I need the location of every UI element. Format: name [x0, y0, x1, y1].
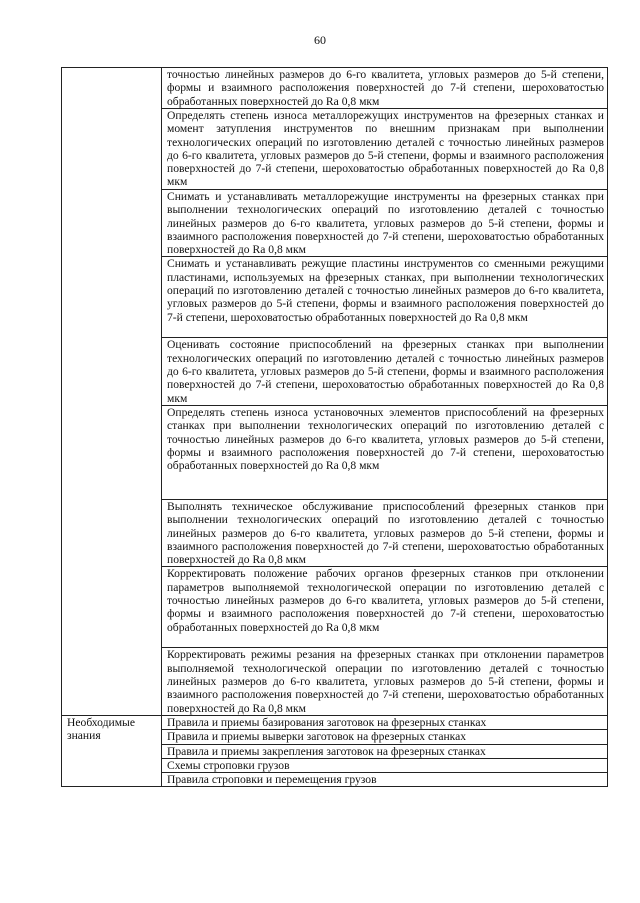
skill-cell: Определять степень износа металлорежущих инструментов на фрезерных станках и момент затупления инструментов по внешним признакам при выполнении технологических операций по изготовлению деталей с точностью линейных размеров до 6-го квалитета, угловых размеров до 5-й степени, формы и взаимного расположения поверхностей до 7-й степени, шероховатостью обработанных поверхностей до Ra 0,8 мкм [162, 109, 608, 190]
knowledge-cell: Правила и приемы выверки заготовок на фрезерных станках [162, 730, 608, 744]
knowledge-cell: Правила строповки и перемещения грузов [162, 773, 608, 787]
skill-cell: Снимать и устанавливать металлорежущие инструменты на фрезерных станках при выполнении технологических операций по изготовлению деталей с точностью линейных размеров до 6-го квалитета, угловых размеров до 5-й степени, формы и взаимного расположения поверхностей до 7-й степени, шероховатостью обработанных поверхностей до Ra 0,8 мкм [162, 190, 608, 257]
skill-cell: Снимать и устанавливать режущие пластины инструментов со сменными режущими пластинами, используемых на фрезерных станках, при выполнении технологических операций по изготовлению деталей с точностью линейных размеров до 6-го квалитета, угловых размеров до 5-й степени, формы и взаимного расположения поверхностей до 7-й степени, шероховатостью обработанных поверхностей до Ra 0,8 мкм [162, 257, 608, 338]
skills-label-cell [62, 68, 162, 716]
skill-cell: Корректировать режимы резания на фрезерных станках при отклонении параметров выполняемой технологической операции по изготовлению деталей с точностью линейных размеров до 6-го квалитета, угловых размеров до 5-й степени, формы и взаимного расположения поверхностей до 7-й степени, шероховатостью обработанных поверхностей до Ra 0,8 мкм [162, 648, 608, 715]
knowledge-label-cell: Необходимые знания [62, 715, 162, 786]
skill-cell: Выполнять техническое обслуживание приспособлений фрезерных станков при выполнении технологических операций по изготовлению деталей с точностью линейных размеров до 6-го квалитета, угловых размеров до 5-й степени, формы и взаимного расположения поверхностей до 7-й степени, шероховатостью обработанных поверхностей до Ra 0,8 мкм [162, 499, 608, 566]
table-row [62, 715, 608, 729]
knowledge-cell: Правила и приемы базирования заготовок на фрезерных станках [162, 715, 608, 729]
skill-cell: Оценивать состояние приспособлений на фрезерных станках при выполнении технологических операций по изготовлению деталей с точностью линейных размеров до 6-го квалитета, угловых размеров до 5-й степени, формы и взаимного расположения поверхностей до 7-й степени, шероховатостью обработанных поверхностей до Ra 0,8 мкм [162, 338, 608, 405]
requirements-table [61, 67, 608, 787]
table-row [62, 68, 608, 109]
skill-cell: точностью линейных размеров до 6-го квалитета, угловых размеров до 5-й степени, формы и взаимного расположения поверхностей до 7-й степени, шероховатостью обработанных поверхностей до Ra 0,8 мкм [162, 68, 608, 109]
knowledge-cell: Правила и приемы закрепления заготовок на фрезерных станках [162, 744, 608, 758]
page-number: 60 [314, 33, 326, 47]
knowledge-cell: Схемы строповки грузов [162, 758, 608, 772]
skill-cell: Определять степень износа установочных элементов приспособлений на фрезерных станках при выполнении технологических операций по изготовлению деталей с точностью линейных размеров до 6-го квалитета, угловых размеров до 5-й степени, формы и взаимного расположения поверхностей до 7-й степени, шероховатостью обработанных поверхностей до Ra 0,8 мкм [162, 405, 608, 499]
skill-cell: Корректировать положение рабочих органов фрезерных станков при отклонении параметров выполняемой технологической операции по изготовлению деталей с точностью линейных размеров до 6-го квалитета, угловых размеров до 5-й степени, формы и взаимного расположения поверхностей до 7-й степени, шероховатостью обработанных поверхностей до Ra 0,8 мкм [162, 567, 608, 648]
